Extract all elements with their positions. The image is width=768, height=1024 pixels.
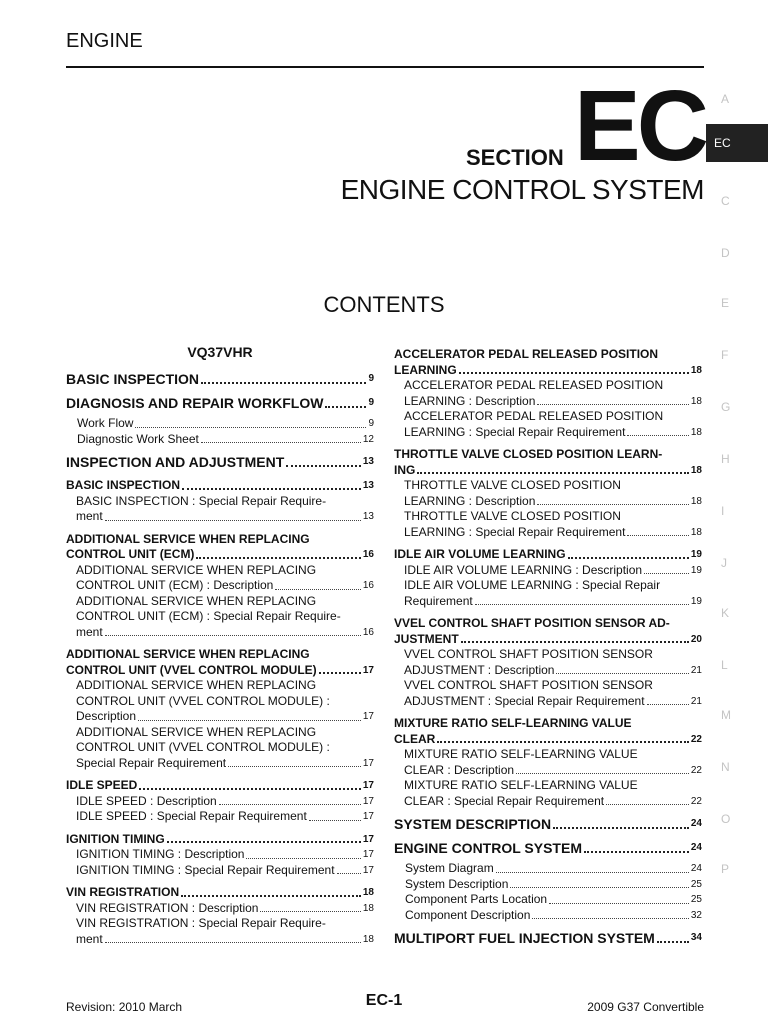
toc-entry-text: IDLE SPEED : Special Repair Requirement <box>76 809 307 823</box>
toc-entry[interactable] <box>394 929 702 947</box>
toc-page-number: 13 <box>362 511 374 522</box>
toc-page-number: 18 <box>362 887 374 898</box>
side-index-tab[interactable]: I <box>721 504 725 518</box>
side-index-tab[interactable]: H <box>721 452 730 466</box>
toc-entry-text: IDLE AIR VOLUME LEARNING : Description <box>404 562 643 577</box>
dot-leader <box>461 641 689 643</box>
toc-left-column <box>66 340 374 947</box>
toc-entry[interactable] <box>66 725 374 772</box>
toc-entry-text: ING <box>394 462 416 477</box>
header-rule <box>66 66 704 68</box>
dot-leader <box>496 872 689 873</box>
toc-entry-text: ADDITIONAL SERVICE WHEN REPLACING <box>66 531 310 546</box>
toc-entry-text: MULTIPORT FUEL INJECTION SYSTEM <box>394 930 655 946</box>
toc-page-number: 17 <box>362 780 374 791</box>
dot-leader <box>549 903 689 904</box>
toc-entry[interactable] <box>66 647 374 678</box>
toc-entry-text: THROTTLE VALVE CLOSED POSITION LEARN- <box>394 447 663 461</box>
toc-page-number: 19 <box>690 564 702 576</box>
dot-leader <box>647 704 689 705</box>
toc-left-list <box>66 370 374 947</box>
toc-entry-text: Diagnostic Work Sheet <box>77 431 199 446</box>
toc-entry[interactable] <box>394 839 702 857</box>
toc-entry-text: THROTTLE VALVE CLOSED POSITION <box>404 509 621 523</box>
toc-entry[interactable] <box>66 809 374 825</box>
toc-entry-text: BASIC INSPECTION <box>66 478 181 492</box>
toc-page-number: 17 <box>362 795 374 807</box>
engine-model-heading: VQ37VHR <box>187 344 253 360</box>
side-index-tab[interactable]: C <box>721 194 730 208</box>
dot-leader <box>309 820 361 821</box>
toc-entry-text: ADDITIONAL SERVICE WHEN REPLACING <box>76 562 317 577</box>
toc-page-number: 17 <box>362 811 374 822</box>
dot-leader <box>537 404 689 405</box>
toc-entry[interactable] <box>66 453 374 471</box>
toc-page-number: 19 <box>690 549 702 560</box>
toc-entry-text: MIXTURE RATIO SELF-LEARNING VALUE <box>404 778 638 792</box>
dot-leader <box>138 720 361 721</box>
toc-entry-text: CONTROL UNIT (VVEL CONTROL MODULE) : <box>76 740 330 754</box>
dot-leader <box>139 788 361 790</box>
dot-leader <box>196 557 360 559</box>
toc-entry-text: ment <box>76 624 103 639</box>
toc-entry-text: IGNITION TIMING : Description <box>76 847 245 861</box>
dot-leader <box>337 873 361 874</box>
toc-page-number: 25 <box>690 878 702 890</box>
toc-page-number: 17 <box>362 864 374 876</box>
toc-page-number: 13 <box>362 480 374 491</box>
toc-right-column <box>394 340 702 951</box>
toc-entry-text: ADDITIONAL SERVICE WHEN REPLACING <box>66 647 310 661</box>
dot-leader <box>556 673 688 674</box>
toc-entry-text: MIXTURE RATIO SELF-LEARNING VALUE <box>404 747 638 761</box>
toc-entry-text: LEARNING <box>394 362 457 377</box>
toc-page-number: 16 <box>362 626 374 638</box>
toc-entry-text: CONTROL UNIT (ECM) <box>66 547 195 561</box>
toc-entry[interactable] <box>394 378 702 409</box>
toc-entry-text: CONTROL UNIT (VVEL CONTROL MODULE) : <box>76 693 330 708</box>
dot-leader <box>532 918 688 919</box>
toc-entry-text: Work Flow <box>77 416 134 430</box>
toc-entry-text: Component Description <box>405 907 531 922</box>
toc-entry-text: Requirement <box>404 593 473 608</box>
toc-entry[interactable] <box>394 892 702 908</box>
toc-entry-text: VIN REGISTRATION <box>66 885 180 899</box>
toc-page-number: 9 <box>368 397 374 408</box>
contents-title: CONTENTS <box>323 292 445 317</box>
toc-entry[interactable] <box>394 616 702 647</box>
toc-entry[interactable] <box>66 432 374 448</box>
toc-page-number: 16 <box>362 549 374 560</box>
toc-page-number: 17 <box>362 833 374 845</box>
toc-page-number: 18 <box>690 364 702 376</box>
toc-entry[interactable] <box>66 832 374 848</box>
dot-leader <box>568 557 689 559</box>
dot-leader <box>260 911 360 912</box>
toc-entry[interactable] <box>394 447 702 478</box>
dot-leader <box>475 604 689 605</box>
toc-page-number: 18 <box>690 526 702 538</box>
toc-entry[interactable] <box>66 863 374 879</box>
toc-entry[interactable] <box>394 509 702 540</box>
toc-entry-text: SYSTEM DESCRIPTION <box>394 816 552 832</box>
side-index-tab[interactable]: EC <box>706 124 768 162</box>
toc-page-number: 18 <box>690 495 702 507</box>
toc-entry-text: ADJUSTMENT : Special Repair Requirement <box>404 693 645 708</box>
section-code: EC <box>574 70 705 182</box>
toc-entry[interactable] <box>66 594 374 641</box>
toc-entry-text: ADJUSTMENT : Description <box>404 662 555 677</box>
side-index-tab[interactable]: D <box>721 246 730 260</box>
toc-entry-text: VVEL CONTROL SHAFT POSITION SENSOR <box>404 678 653 692</box>
dot-leader <box>105 520 361 521</box>
toc-entry-text: ADDITIONAL SERVICE WHEN REPLACING <box>76 678 317 692</box>
side-index-tab[interactable]: P <box>721 862 730 876</box>
toc-entry-text: ACCELERATOR PEDAL RELEASED POSITION <box>404 378 664 392</box>
toc-page-number: 22 <box>690 733 702 745</box>
toc-entry[interactable] <box>394 563 702 579</box>
toc-page-number: 24 <box>690 818 702 829</box>
toc-entry-text: CLEAR <box>394 731 436 746</box>
toc-entry-text: VIN REGISTRATION : Special Repair Require- <box>76 916 326 930</box>
toc-page-number: 17 <box>362 849 374 860</box>
section-title: ENGINE CONTROL SYSTEM <box>340 174 704 205</box>
dot-leader <box>201 442 361 443</box>
toc-entry[interactable] <box>394 409 702 440</box>
dot-leader <box>135 427 366 428</box>
side-index-tab[interactable]: O <box>721 812 731 826</box>
toc-entry[interactable] <box>66 678 374 725</box>
side-index-tab[interactable]: J <box>721 556 727 570</box>
toc-entry[interactable] <box>394 815 702 833</box>
toc-page-number: 25 <box>690 894 702 905</box>
toc-entry-text: MIXTURE RATIO SELF-LEARNING VALUE <box>394 716 632 730</box>
toc-entry[interactable] <box>394 647 702 678</box>
toc-entry[interactable] <box>66 394 374 412</box>
toc-entry-text: IDLE SPEED : Description <box>76 793 217 808</box>
toc-entry-text: JUSTMENT <box>394 631 459 646</box>
footer-model: 2009 G37 Convertible <box>587 1000 704 1014</box>
dot-leader <box>286 465 361 467</box>
dot-leader <box>201 382 366 384</box>
toc-entry[interactable] <box>394 578 702 609</box>
toc-entry-text: LEARNING : Special Repair Requirement <box>404 524 626 539</box>
toc-entry-text: ACCELERATOR PEDAL RELEASED POSITION <box>394 347 659 361</box>
toc-entry[interactable] <box>394 547 702 563</box>
toc-entry-text: CLEAR : Description <box>404 762 515 777</box>
toc-entry[interactable] <box>394 347 702 378</box>
toc-page-number: 21 <box>690 664 702 676</box>
toc-page-number: 9 <box>368 373 374 384</box>
dot-leader <box>537 504 689 505</box>
toc-page-number: 18 <box>690 395 702 407</box>
toc-entry[interactable] <box>66 494 374 525</box>
toc-entry[interactable] <box>394 716 702 747</box>
side-index-tab[interactable]: K <box>721 606 730 620</box>
toc-entry-text: IDLE AIR VOLUME LEARNING : Special Repair <box>404 578 661 592</box>
toc-entry-text: ENGINE CONTROL SYSTEM <box>394 840 582 856</box>
dot-leader <box>437 741 689 743</box>
dot-leader <box>510 887 689 888</box>
dot-leader <box>657 941 689 943</box>
toc-page-number: 20 <box>690 633 702 645</box>
toc-page-number: 34 <box>690 932 702 943</box>
footer-page-number: EC-1 <box>365 992 403 1009</box>
toc-entry-text: IDLE AIR VOLUME LEARNING <box>394 547 566 561</box>
toc-page-number: 18 <box>690 464 702 476</box>
dot-leader <box>219 804 361 805</box>
side-index-tab[interactable]: E <box>721 296 730 310</box>
toc-right-list <box>394 347 702 947</box>
toc-page-number: 19 <box>690 595 702 607</box>
toc-page-number: 12 <box>362 433 374 445</box>
toc-entry[interactable] <box>394 478 702 509</box>
toc-entry-text: LEARNING : Special Repair Requirement <box>404 424 626 439</box>
toc-entry[interactable] <box>66 370 374 388</box>
toc-entry-text: System Diagram <box>405 861 494 875</box>
dot-leader <box>417 472 689 474</box>
dot-leader <box>182 488 361 490</box>
dot-leader <box>105 635 361 636</box>
toc-entry[interactable] <box>66 916 374 947</box>
toc-entry-text: VIN REGISTRATION : Description <box>76 900 259 915</box>
toc-page-number: 9 <box>368 418 374 429</box>
toc-entry-text: Description <box>76 709 137 723</box>
dot-leader <box>105 942 361 943</box>
page-header-title: ENGINE <box>66 30 143 52</box>
toc-entry-text: IDLE SPEED <box>66 778 138 792</box>
toc-entry[interactable] <box>66 847 374 863</box>
toc-page-number: 24 <box>690 863 702 874</box>
toc-entry-text: BASIC INSPECTION <box>66 371 200 387</box>
toc-entry-text: ACCELERATOR PEDAL RELEASED POSITION <box>404 409 664 423</box>
toc-entry[interactable] <box>394 908 702 924</box>
toc-entry-text: DIAGNOSIS AND REPAIR WORKFLOW <box>66 395 324 411</box>
toc-entry-text: CONTROL UNIT (ECM) : Description <box>76 578 274 592</box>
toc-page-number: 22 <box>690 795 702 807</box>
dot-leader <box>459 372 689 374</box>
dot-leader <box>319 672 361 674</box>
dot-leader <box>516 773 689 774</box>
toc-entry[interactable] <box>66 416 374 432</box>
toc-entry[interactable] <box>66 794 374 810</box>
toc-page-number: 18 <box>362 902 374 914</box>
toc-entry[interactable] <box>394 877 702 893</box>
toc-entry-text: ADDITIONAL SERVICE WHEN REPLACING <box>76 593 317 608</box>
toc-entry-text: CLEAR : Special Repair Requirement <box>404 793 605 808</box>
toc-entry-text: LEARNING : Description <box>404 393 536 408</box>
side-index-tab[interactable]: F <box>721 348 729 362</box>
footer-revision: Revision: 2010 March <box>66 1000 183 1014</box>
dot-leader <box>627 535 688 536</box>
toc-entry[interactable] <box>66 478 374 494</box>
dot-leader <box>275 589 361 590</box>
toc-page-number: 32 <box>690 909 702 921</box>
toc-page-number: 17 <box>362 664 374 676</box>
toc-entry[interactable] <box>394 861 702 877</box>
toc-entry[interactable] <box>66 778 374 794</box>
side-index-tab[interactable]: G <box>721 400 731 414</box>
dot-leader <box>584 851 689 853</box>
toc-page-number: 13 <box>362 456 374 467</box>
dot-leader <box>627 435 688 436</box>
toc-entry[interactable] <box>394 747 702 778</box>
toc-entry-text: ment <box>76 931 103 946</box>
side-index-tab[interactable]: N <box>721 760 730 774</box>
toc-page-number: 18 <box>362 933 374 945</box>
toc-entry-text: Component Parts Location <box>405 892 548 906</box>
toc-entry-text: ADDITIONAL SERVICE WHEN REPLACING <box>76 724 317 739</box>
toc-page-number: 21 <box>690 695 702 707</box>
toc-entry[interactable] <box>66 532 374 563</box>
toc-entry-text: IGNITION TIMING <box>66 831 165 846</box>
toc-entry[interactable] <box>66 885 374 901</box>
dot-leader <box>325 406 366 408</box>
toc-page-number: 16 <box>362 580 374 591</box>
toc-page-number: 18 <box>690 426 702 438</box>
toc-entry-text: CONTROL UNIT (ECM) : Special Repair Require- <box>76 609 341 623</box>
toc-entry-text: VVEL CONTROL SHAFT POSITION SENSOR <box>404 647 653 661</box>
dot-leader <box>228 766 361 767</box>
dot-leader <box>181 895 361 897</box>
toc-page-number: 22 <box>690 764 702 776</box>
side-index-tab[interactable]: A <box>721 92 730 106</box>
toc-entry-text: VVEL CONTROL SHAFT POSITION SENSOR AD- <box>394 616 670 630</box>
side-index-tab[interactable]: M <box>721 708 731 722</box>
toc-entry-text: IGNITION TIMING : Special Repair Requirement <box>76 862 335 877</box>
section-label: SECTION <box>466 145 564 170</box>
toc-page-number: 17 <box>362 757 374 769</box>
dot-leader <box>167 841 361 843</box>
side-index-tab[interactable]: L <box>721 658 728 672</box>
toc-entry-text: CONTROL UNIT (VVEL CONTROL MODULE) <box>66 662 317 677</box>
toc-entry[interactable] <box>394 678 702 709</box>
dot-leader <box>553 827 689 829</box>
toc-page-number: 24 <box>690 842 702 853</box>
dot-leader <box>644 573 689 574</box>
toc-entry-text: Special Repair Requirement <box>76 755 227 770</box>
toc-page-number: 17 <box>362 711 374 722</box>
toc-entry-text: LEARNING : Description <box>404 493 536 508</box>
dot-leader <box>246 858 360 859</box>
toc-entry[interactable] <box>66 563 374 594</box>
toc-entry-text: INSPECTION AND ADJUSTMENT <box>66 454 285 470</box>
toc-entry[interactable] <box>66 901 374 917</box>
toc-entry-text: ment <box>76 509 103 523</box>
toc-entry[interactable] <box>394 778 702 809</box>
dot-leader <box>606 804 689 805</box>
toc-entry-text: BASIC INSPECTION : Special Repair Require- <box>76 493 327 508</box>
toc-entry-text: System Description <box>405 876 509 891</box>
toc-entry-text: THROTTLE VALVE CLOSED POSITION <box>404 478 621 492</box>
